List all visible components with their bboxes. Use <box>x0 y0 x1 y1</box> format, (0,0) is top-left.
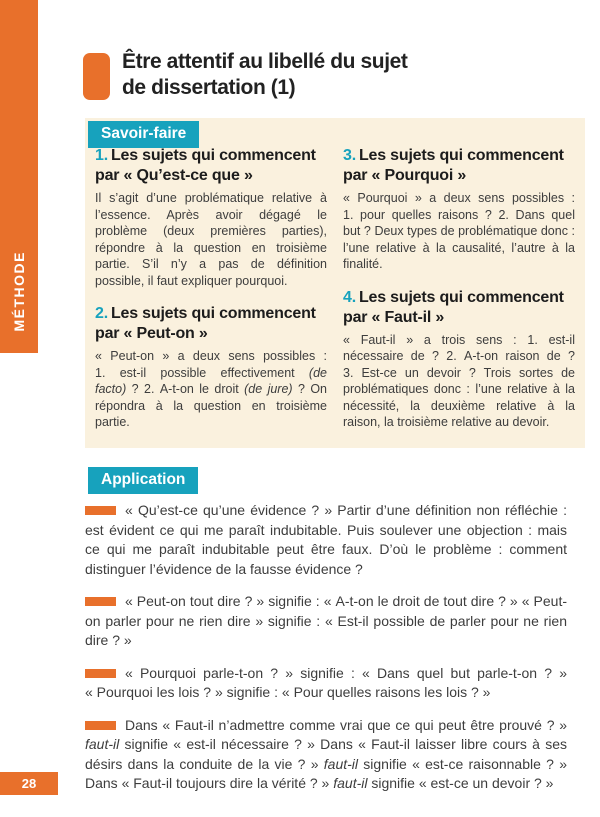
section-3-body: « Pourquoi » a deux sens possibles : 1. pour quelles raisons ? 2. Dans quel but ? Deux types de problématique donc : l’une relative à la causalité, l’autre à la finalité. <box>343 191 575 271</box>
section-1-number: 1. <box>95 147 108 164</box>
page-number: 28 <box>21 776 37 791</box>
section-2-heading-text: Les sujets qui commencent par « Peut-on » <box>95 305 316 342</box>
section-1 <box>95 146 327 289</box>
section-4-heading <box>343 288 575 328</box>
paragraph-bullet-icon <box>85 721 116 730</box>
savoir-faire-column-right <box>343 146 575 448</box>
section-2 <box>95 304 327 431</box>
paragraph-bullet-icon <box>85 597 116 606</box>
section-2-body: « Peut-on » a deux sens possibles : 1. est-il possible effectivement (de facto) ? 2. A-t-on le droit (de jure) ? On répondra à la question en troisième partie. <box>95 349 327 429</box>
application-paragraph-3 <box>85 664 567 703</box>
methode-side-tab <box>0 0 38 353</box>
section-1-heading-text: Les sujets qui commencent par « Qu’est-ce que » <box>95 147 316 184</box>
savoir-faire-box <box>85 118 585 448</box>
page-title-line2: de dissertation (1) <box>122 76 296 100</box>
application-paragraph-1-text: « Qu’est-ce qu’une évidence ? » Partir d’une définition non réfléchie : est évident ce qui me paraît indubitable. Puis soulever une objection : mais ce qui me paraît indubitable peut être faux. D’où le problème : comment distinguer l’évidence de la fausse évidence ? <box>85 502 567 577</box>
title-orange-marker <box>83 53 110 100</box>
side-tab-label: MÉTHODE <box>11 250 27 331</box>
application-badge: Application <box>88 467 198 494</box>
page-title-line1: Être attentif au libellé du sujet <box>122 50 408 73</box>
chapter-title-block <box>83 49 408 102</box>
section-4-number: 4. <box>343 288 356 306</box>
page-number-bar <box>0 772 58 795</box>
section-4-body: « Faut-il » a trois sens : 1. est-il nécessaire de ? 2. A-t-on raison de ? 3. Est-ce un devoir ? Trois sortes de problématiques donc : l’une relative à la nécessité, la deuxième relative à la raison, la troisième relative au devoir. <box>343 332 575 429</box>
section-3-number: 3. <box>343 147 356 164</box>
application-paragraph-4-text: Dans « Faut-il n’admettre comme vrai que ce qui peut être prouvé ? » faut-il signifie « est-il nécessaire ? » Dans « Faut-il laisser libre cours à ses désirs dans la conduite de la vie ? » faut-il signifie « est-ce raisonnable ? » Dans « Faut-il toujours dire la vérité ? » faut-il signifie « est-ce un devoir ? » <box>85 716 567 791</box>
section-1-body: Il s’agit d’une problématique relative à l’essence. Après avoir dégagé le problème (deux premières parties), répondre à la question en troisième partie. S’il n’y a pas de définition possible, il faut expliquer pourquoi. <box>95 191 327 288</box>
savoir-faire-column-left <box>95 146 327 448</box>
section-3-heading-text: Les sujets qui commencent par « Pourquoi » <box>343 147 564 184</box>
application-paragraph-2-text: « Peut-on tout dire ? » signifie : « A-t-on le droit de tout dire ? » « Peut-on parler pour ne rien dire » signifie : « Est-il possible de parler pour ne rien dire ? » <box>85 593 567 648</box>
paragraph-bullet-icon <box>85 669 116 678</box>
application-paragraph-1 <box>85 501 567 579</box>
section-4 <box>343 288 575 431</box>
section-1-heading <box>95 146 327 186</box>
section-3-heading <box>343 146 575 186</box>
savoir-faire-badge: Savoir-faire <box>88 121 199 148</box>
application-paragraph-2 <box>85 592 567 651</box>
paragraph-bullet-icon <box>85 506 116 515</box>
section-4-heading-text: Les sujets qui commencent par « Faut-il » <box>343 288 564 326</box>
section-3 <box>343 146 575 273</box>
application-section <box>85 501 567 807</box>
section-2-number: 2. <box>95 305 108 322</box>
page-title <box>122 49 408 102</box>
application-paragraph-3-text: « Pourquoi parle-t-on ? » signifie : « Dans quel but parle-t-on ? » « Pourquoi les lois ? » signifie : « Pour quelles raisons les lois ? » <box>85 664 567 700</box>
application-paragraph-4 <box>85 716 567 794</box>
section-2-heading <box>95 304 327 344</box>
